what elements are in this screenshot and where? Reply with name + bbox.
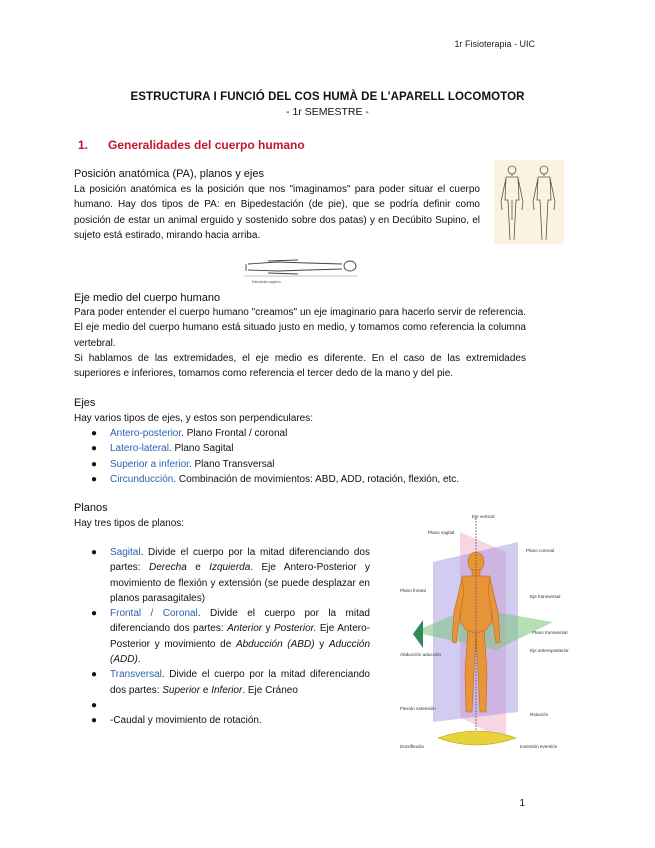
supine-position-figure [238,252,364,286]
eje-desc: . Plano Transversal [188,458,275,470]
eje-medio-paragraph-2: Si hablamos de las extremidades, el eje medio es diferente. En el caso de las extremidades superiores e inferiores, tomamos como referencia el tercer dedo de la mano y del pie. [74,353,526,380]
plano-term: Sagital [110,547,141,558]
section-heading [78,138,305,152]
label-eje-vertical: Eje vertical [472,514,495,519]
running-header: 1r Fisioterapia - UIC [454,39,535,49]
eje-desc: . Combinación de movimientos: ABD, ADD, rotación, flexión, etc. [173,473,460,485]
list-item [91,441,530,456]
plano-italic: Superior [162,684,201,696]
plano-italic: Inferior [211,684,243,696]
eje-medio-paragraph-1: Para poder entender el cuerpo humano "creamos" un eje imaginario para hacerlo servir de referencia. El eje medio del cuerpo humano está situado justo en medio, y tomamos como referencia la columna vertebral. [74,307,526,349]
plano-italic: Derecha [148,562,187,574]
ejes-list [91,426,530,487]
plano-text: . Divide el cuerpo por la mitad diferenciando dos partes: [110,547,370,574]
label-eje-anteroposterior: Eje anteroposterior [530,648,569,653]
document-subtitle: - 1r SEMESTRE - [286,106,369,118]
plano-text: . Eje Cráneo [242,684,298,696]
list-item [91,426,530,441]
list-item [91,457,530,472]
plano-text: Eje Antero-Posterior y movimiento de [110,623,370,650]
plano-italic: Abducción (ABD) [235,638,315,650]
label-plano-coronal: Plano coronal [526,548,555,553]
ejes-intro: Hay varios tipos de ejes, y estos son perpendiculares: [74,413,314,424]
supine-figure-illustration [238,252,364,286]
section-title: Generalidades del cuerpo humano [108,138,305,152]
bullet: ● [91,428,98,439]
eje-term: Latero-lateral [110,443,169,455]
plano-italic: Izquierda [209,562,251,574]
plano-text: y [262,623,274,635]
label-plano-sagital: Plano sagital [428,530,455,535]
bullet: ● [91,608,98,620]
eje-term: Superior a inferior [110,458,189,470]
body-planes-illustration [398,512,570,756]
label-inversion-eversion: Inversión eversión [520,744,558,749]
page-number: 1 [519,798,525,809]
plano-text: y [314,638,329,650]
plano-text: . Divide el cuerpo por la mitad diferenciando dos partes: [110,669,370,696]
list-item [91,472,530,487]
anatomical-position-figure [494,160,564,244]
eje-medio-heading: Eje medio del cuerpo humano [74,292,221,304]
eje-term: Antero-posterior [110,428,182,439]
plano-italic: Aducción (ADD) [110,638,371,666]
label-plano-transversal: Plano transversal [532,630,568,635]
bullet: ● [91,669,98,681]
list-item [91,606,371,667]
list-item [91,545,371,606]
body-planes-figure [398,512,570,756]
label-flexion-extension: Flexión extensión [400,706,436,711]
eje-term: Circunducción [110,473,174,485]
label-plano-frontal: Plano frontal [400,588,426,593]
plano-text: -Caudal y movimiento de rotación. [110,714,262,726]
planos-heading: Planos [74,502,108,514]
plano-text: e [200,684,212,696]
plano-text: . [137,654,141,666]
plano-italic: Anterior [227,623,263,635]
bullet: ● [91,473,98,485]
bullet: ● [91,699,98,711]
planos-intro: Hay tres tipos de planos: [74,518,185,529]
bullet: ● [91,714,98,726]
plano-italic: Posterior. [273,623,317,635]
plano-text: e [186,562,210,574]
plano-term: Frontal / Coronal [110,608,198,620]
bullet: ● [91,547,98,558]
eje-desc: . Plano Frontal / coronal [181,428,288,439]
bullet: ● [91,443,98,455]
label-abduccion-aduccion: Abducción aducción [400,652,442,657]
plano-term: Transversal [110,669,162,681]
eje-desc: . Plano Sagital [168,443,234,455]
label-rotacion: Rotación [530,712,549,717]
document-title: ESTRUCTURA I FUNCIÓ DEL COS HUMÀ DE L'APARELL LOCOMOTOR [130,91,525,103]
plano-text: . Eje Antero-Posterior y movimiento de flexión y extensión (se puede desplazar en planos parasagitales) [110,562,371,604]
label-eje-transversal: Eje transversal [530,594,561,599]
standing-figures-illustration [494,160,564,244]
bullet: ● [91,458,98,470]
list-item [91,667,370,698]
plano-text: . Divide el cuerpo por la mitad diferenciando dos partes: [110,608,370,635]
list-item [91,713,370,728]
supine-caption: Decúbito supino [252,279,281,284]
section-number: 1. [78,138,89,152]
posicion-heading: Posición anatómica (PA), planos y ejes [74,168,264,180]
planos-list [91,545,371,728]
ejes-heading: Ejes [74,397,96,409]
label-dorsiflexion: Dorsiflexión [400,744,424,749]
posicion-paragraph: La posición anatómica es la posición que nos "imaginamos" para poder situar el cuerpo humano. Hay dos tipos de PA: en Bipedestación (de pie), que se podría definir como posición de estar un animal erguido y sostenido sobre dos patas) y en Decúbito Supino, el sujeto está estirado, mirando hacia arriba. [74,184,480,241]
list-item [91,698,370,713]
